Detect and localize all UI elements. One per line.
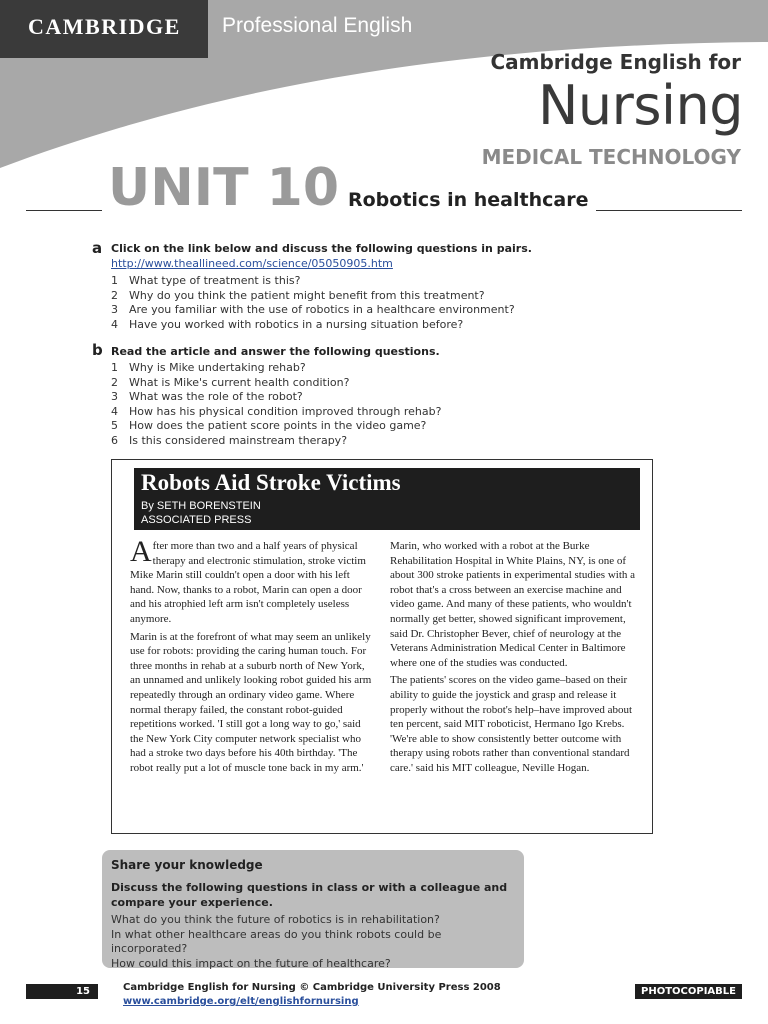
article-paragraph: After more than two and a half years of physical therapy and electronic stimulation, stroke victim Mike Marin still couldn't open a door with his left hand. Now, thanks to a robot, Marin can open a door and his atrophied left arm isn't completely useless anymore. xyxy=(130,535,366,625)
list-item: 1 What type of treatment is this? xyxy=(111,274,301,287)
unit-title: Robotics in healthcare xyxy=(348,189,589,211)
list-item: In what other healthcare areas do you think robots could be incorporated? xyxy=(111,927,442,955)
list-item: 4 Have you worked with robotics in a nursing situation before? xyxy=(111,317,464,331)
book-title: Nursing xyxy=(538,74,743,137)
series-title: Cambridge English for xyxy=(490,50,741,74)
section-a-letter: a xyxy=(92,239,103,257)
share-questions xyxy=(111,913,521,971)
section-a-instruction: Click on the link below and discuss the following questions in pairs. xyxy=(111,242,532,255)
article-link[interactable]: http://www.theallineed.com/science/05050905.htm xyxy=(111,257,393,270)
topic-title: MEDICAL TECHNOLOGY xyxy=(481,145,741,169)
share-instruction: Discuss the following questions in class or with a colleague and compare your experience. xyxy=(111,881,508,909)
copyright-text: Cambridge English for Nursing © Cambridge University Press 2008 xyxy=(123,982,501,993)
rule-right xyxy=(596,210,742,211)
article-paragraph: The patients' scores on the video game–based on their ability to guide the joystick and grasp and release it properly without the robot's help–have improved about ten percent, said MIT roboticist, Hermano Igo Krebs. 'We're able to show consistently better outcome with therapy using robots rather than conventional standard care.' said his MIT colleague, Neville Hogan. xyxy=(390,674,633,774)
page-number: 15 xyxy=(26,984,98,999)
article-byline xyxy=(141,499,261,527)
author: By SETH BORENSTEIN xyxy=(141,500,261,512)
article-paragraph: Marin, who worked with a robot at the Burke Rehabilitation Hospital in White Plains, NY, is one of about 300 stroke patients in experimental studies with a robot that's a cross between an exercise machine and video game. And many of these patients, who wouldn't normally get better, showed significant improvement, said Dr. Christopher Bever, chief of neurology at the Veterans Administration Medical Center in Baltimore where one of the studies was conducted. xyxy=(390,540,636,669)
rule-left xyxy=(26,210,102,211)
share-title: Share your knowledge xyxy=(111,858,263,872)
brand-subtitle: Professional English xyxy=(222,14,413,37)
article-column-2 xyxy=(390,539,638,779)
list-item: 2 What is Mike's current health condition? xyxy=(111,375,350,389)
list-item: 1 Why is Mike undertaking rehab? xyxy=(111,361,306,374)
list-item: 3 What was the role of the robot? xyxy=(111,390,303,403)
article-paragraph: Marin is at the forefront of what may seem an unlikely use for robots: providing the caring human touch. For three months in rehab at a suburb north of New York, an unnamed and unlikely looking robot guided his arm repeatedly through an ordinary video game. Where normal therapy failed, the constant robot-guided repetitions worked. 'I still got a long way to go,' said the New York City computer network specialist who had a stroke two days before his 40th birthday. 'The robot really put a lot of muscle tone back in my arm.' xyxy=(130,630,372,774)
list-item: 6 Is this considered mainstream therapy? xyxy=(111,433,348,447)
website-link[interactable]: www.cambridge.org/elt/englishfornursing xyxy=(123,996,359,1007)
drop-cap: A xyxy=(130,535,152,568)
cambridge-logo: CAMBRIDGE xyxy=(28,14,181,39)
list-item: How could this impact on the future of healthcare? xyxy=(111,956,391,970)
section-b-letter: b xyxy=(92,341,103,359)
list-item: What do you think the future of robotics is in rehabilitation? xyxy=(111,913,440,926)
list-item: 5 How does the patient score points in the video game? xyxy=(111,419,427,432)
section-a-questions xyxy=(111,274,515,332)
list-item: 4 How has his physical condition improved through rehab? xyxy=(111,404,442,418)
article-column-1 xyxy=(130,535,376,779)
section-b-instruction: Read the article and answer the following questions. xyxy=(111,345,440,358)
list-item: 2 Why do you think the patient might benefit from this treatment? xyxy=(111,288,485,302)
list-item: 3 Are you familiar with the use of robotics in a healthcare environment? xyxy=(111,303,515,316)
agency: ASSOCIATED PRESS xyxy=(141,514,252,526)
article-title: Robots Aid Stroke Victims xyxy=(141,470,401,495)
photocopiable-badge: PHOTOCOPIABLE xyxy=(635,984,742,999)
unit-number: UNIT 10 xyxy=(108,158,340,218)
section-b-questions xyxy=(111,361,441,448)
